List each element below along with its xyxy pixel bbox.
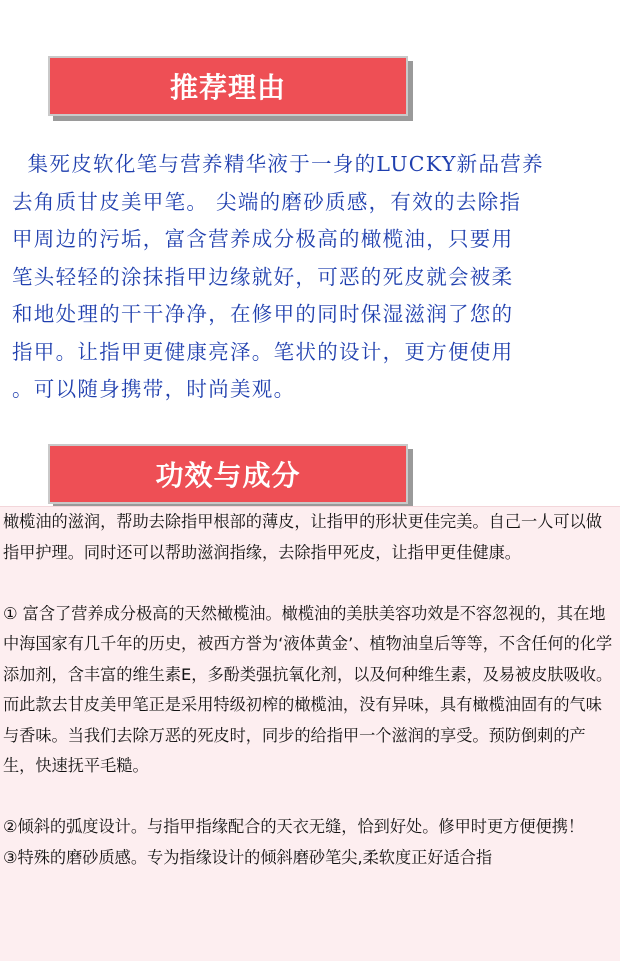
section-title-effect: 功效与成分 xyxy=(48,444,408,504)
details-point-3: ③特殊的磨砂质感。专为指缘设计的倾斜磨砂笔尖,柔软度正好适合指 xyxy=(3,847,493,867)
intro-text xyxy=(12,146,612,409)
section-title-reason: 推荐理由 xyxy=(48,56,408,116)
intro-line: 集死皮软化笔与营养精华液于一身的LUCKY新品营养 xyxy=(12,152,544,176)
details-paragraph: 橄榄油的滋润，帮助去除指甲根部的薄皮，让指甲的形状更佳完美。自己一人可以做指甲护理。同时还可以帮助滋润指缘，去除指甲死皮，让指甲更佳健康。 xyxy=(3,512,602,562)
details-point-2: ②倾斜的弧度设计。与指甲指缘配合的天衣无缝，恰到好处。修甲时更方便便携！ xyxy=(3,817,585,836)
intro-line: 笔头轻轻的涂抹指甲边缘就好，可恶的死皮就会被柔 xyxy=(12,264,514,289)
paragraph-spacer xyxy=(0,568,620,599)
intro-line: 。可以随身携带，时尚美观。 xyxy=(12,377,296,401)
intro-line: 指甲。让指甲更健康亮泽。笔状的设计，更方便使用 xyxy=(12,339,514,364)
paragraph-spacer xyxy=(0,782,620,813)
intro-line: 去角质甘皮美甲笔。 尖端的磨砂质感，有效的去除指 xyxy=(12,189,522,214)
intro-line: 甲周边的污垢，富含营养成分极高的橄榄油，只要用 xyxy=(12,227,514,251)
details-panel xyxy=(0,506,620,961)
details-point-1: ① 富含了营养成分极高的天然橄榄油。橄榄油的美肤美容功效是不容忽视的，其在地中海国家有几千年的历史，被西方誉为‘液体黄金’、植物油皇后等等，不含任何的化学添加剂，含丰富的维生素E，多酚类强抗氧化剂，以及何种维生素，及易被皮肤吸收。而此款去甘皮美甲笔正是采用特级初榨的橄榄油，没有异味，具有橄榄油固有的气味与香味。当我们去除万恶的死皮时，同步的给指甲一个滋润的享受。预防倒刺的产生，快速抚平毛糙。 xyxy=(3,603,613,775)
intro-line: 和地处理的干干净净，在修甲的同时保湿滋润了您的 xyxy=(12,302,514,326)
